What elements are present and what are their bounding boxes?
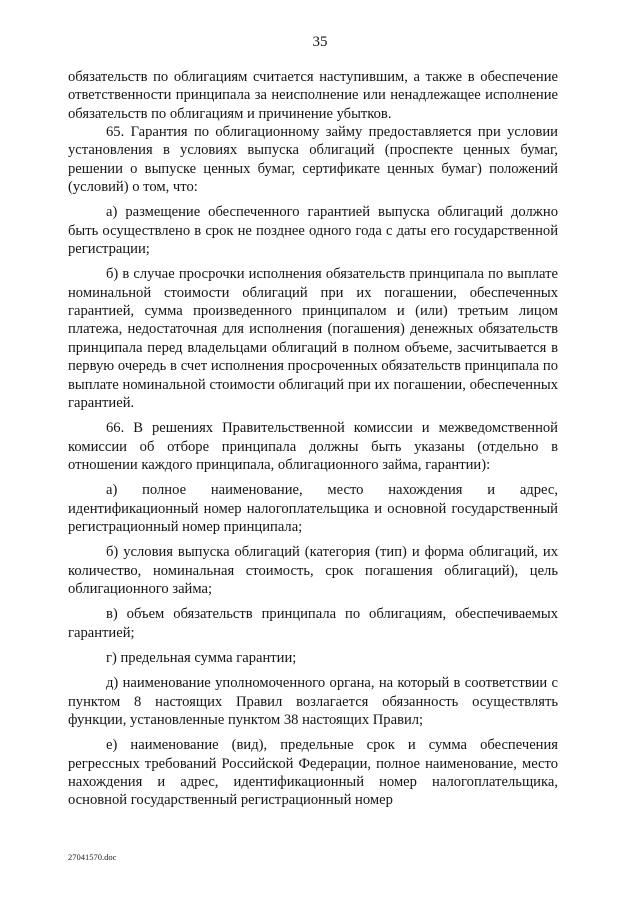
paragraph-65-a: а) размещение обеспеченного гарантией выпуска облигаций должно быть осуществлено в срок не позднее одного года с даты его государственной регистрации; [68,204,558,258]
paragraph-66-b: б) условия выпуска облигаций (категория (тип) и форма облигаций, их количество, номинальная стоимость, срок погашения облигаций), цель облигационного займа; [68,544,558,597]
paragraph-66: 66. В решениях Правительственной комиссии и межведомственной комиссии об отборе принципала должны быть указаны (отдельно в отношении каждого принципала, облигационного займа, гарантии): [68,420,558,473]
paragraph-continuation: обязательств по облигациям считается наступившим, а также в обеспечение ответственности принципала за неисполнение или ненадлежащее исполнение обязательств по облигациям и причинение убытков. [68,69,558,122]
paragraph-66-d: д) наименование уполномоченного органа, на который в соответствии с пунктом 8 настоящих Правил возлагается обязанность осуществлять функции, установленные пунктом 38 настоящих Правил; [68,675,558,728]
footer-document-code: 27041570.doc [68,852,117,862]
paragraph-66-g: г) предельная сумма гарантии; [106,649,297,666]
paragraph-66-a: а) полное наименование, место нахождения и адрес, идентификационный номер налогоплательщика и основной государственный регистрационный номер принципала; [68,482,558,535]
paragraph-65: 65. Гарантия по облигационному займу предоставляется при условии установления в условиях выпуска облигаций (проспекте ценных бумаг, решении о выпуске ценных бумаг, сертификате ценных бумаг) положений (условий) о том, что: [68,124,558,196]
paragraph-66-v: в) объем обязательств принципала по облигациям, обеспечиваемых гарантией; [68,606,558,641]
document-body [68,68,558,810]
paragraph-66-e: е) наименование (вид), предельные срок и сумма обеспечения регрессных требований Российской Федерации, полное наименование, место нахождения и адрес, идентификационный номер налогоплательщика, основной государственный регистрационный номер [68,737,558,809]
paragraph-65-b: б) в случае просрочки исполнения обязательств принципала по выплате номинальной стоимости облигаций при их погашении, обеспеченных гарантией, сумма произведенного принципалом и (или) третьим лицом платежа, недостаточная для исполнения (погашения) денежных обязательств принципала перед владельцами облигаций в полном объеме, засчитывается в первую очередь в счет исполнения просроченных обязательств принципала по выплате номинальной стоимости облигаций при их погашении, обеспеченных гарантией. [68,266,558,411]
page-number: 35 [312,34,328,50]
